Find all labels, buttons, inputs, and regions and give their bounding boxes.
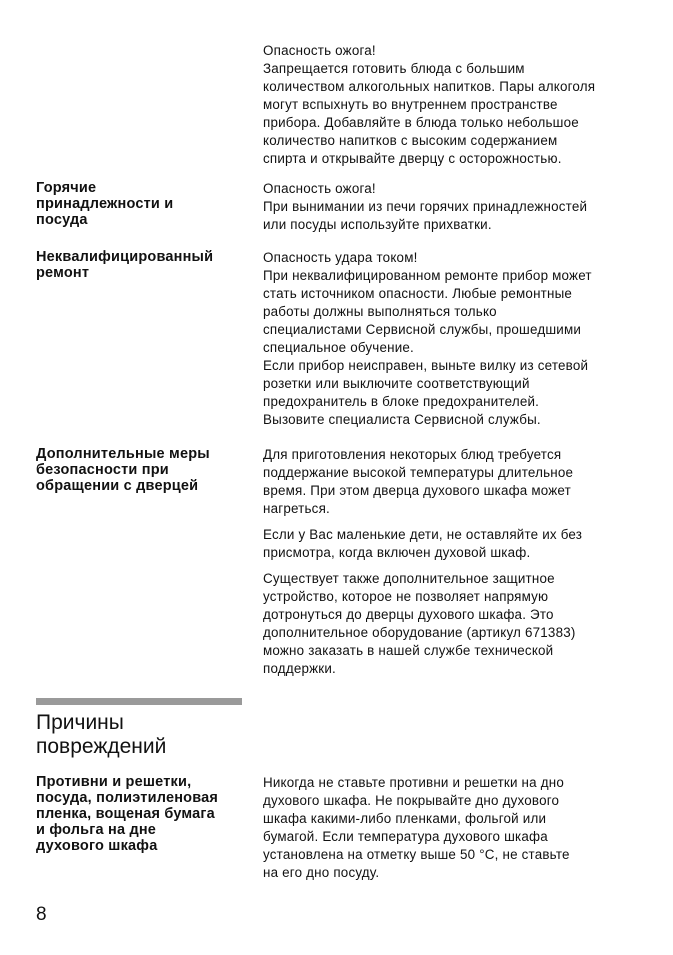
paragraph-line: предохранитель в блоке предохранителей.	[263, 394, 540, 409]
heading-line: Противни и решетки,	[36, 774, 192, 790]
paragraph	[263, 526, 638, 562]
paragraph-line: время. При этом дверца духового шкафа может	[263, 483, 571, 498]
paragraph-line: Для приготовления некоторых блюд требуется	[263, 447, 562, 462]
paragraph-line: Опасность ожога!	[263, 181, 376, 196]
heading-line: Горячие	[36, 180, 97, 196]
block-body	[263, 249, 638, 429]
section-title-line: повреждений	[36, 735, 167, 758]
section-divider-bar	[36, 698, 242, 705]
block-heading	[36, 446, 246, 494]
paragraph	[263, 249, 638, 429]
paragraph-line: стать источником опасности. Любые ремонтные	[263, 286, 573, 301]
paragraph-line: Вызовите специалиста Сервисной службы.	[263, 412, 541, 427]
paragraph	[263, 446, 638, 518]
paragraph-line: прибора. Добавляйте в блюда только небольшое	[263, 115, 579, 130]
paragraph	[263, 570, 638, 678]
section-title-line: Причины	[36, 711, 124, 734]
block-heading	[36, 774, 246, 854]
block-heading	[36, 249, 246, 281]
paragraph-line: можно заказать в нашей службе технической	[263, 643, 554, 658]
paragraph-line: При вынимании из печи горячих принадлежностей	[263, 199, 588, 214]
block-body	[263, 774, 638, 882]
heading-line: и фольга на дне	[36, 822, 157, 838]
paragraph-line: дополнительное оборудование (артикул 671383)	[263, 625, 576, 640]
paragraph-line: Запрещается готовить блюда с большим	[263, 61, 525, 76]
paragraph-line: присмотра, когда включен духовой шкаф.	[263, 545, 531, 560]
block-body	[263, 446, 638, 678]
paragraph-line: Существует также дополнительное защитное	[263, 571, 555, 586]
paragraph-line: количеством алкогольных напитков. Пары алкоголя	[263, 79, 596, 94]
paragraph-line: на его дно посуду.	[263, 865, 380, 880]
paragraph-line: Если у Вас маленькие дети, не оставляйте их без	[263, 527, 583, 542]
paragraph-line: специальное обучение.	[263, 340, 414, 355]
heading-line: безопасности при	[36, 462, 169, 478]
paragraph-line: спирта и открывайте дверцу с осторожностью.	[263, 151, 562, 166]
paragraph	[263, 180, 638, 234]
paragraph-line: розетки или выключите соответствующий	[263, 376, 530, 391]
paragraph-line: количество напитков с высоким содержанием	[263, 133, 558, 148]
heading-line: Дополнительные меры	[36, 446, 210, 462]
paragraph-line: Опасность удара током!	[263, 250, 418, 265]
heading-line: принадлежности и	[36, 196, 174, 212]
paragraph-gap	[263, 518, 638, 526]
paragraph-line: нагреться.	[263, 501, 330, 516]
paragraph-line: Если прибор неисправен, выньте вилку из сетевой	[263, 358, 589, 373]
paragraph-line: или посуды используйте прихватки.	[263, 217, 492, 232]
paragraph	[263, 42, 638, 168]
paragraph-line: бумагой. Если температура духового шкафа	[263, 829, 548, 844]
heading-line: посуда	[36, 212, 88, 228]
paragraph	[263, 774, 638, 882]
paragraph-gap	[263, 562, 638, 570]
paragraph-line: дотронуться до дверцы духового шкафа. Это	[263, 607, 554, 622]
page-number: 8	[36, 904, 47, 925]
section-title	[36, 711, 266, 759]
heading-line: посуда, полиэтиленовая	[36, 790, 219, 806]
heading-line: Неквалифицированный	[36, 249, 214, 265]
paragraph-line: специалистами Сервисной службы, прошедшими	[263, 322, 582, 337]
paragraph-line: Опасность ожога!	[263, 43, 376, 58]
block-body	[263, 180, 638, 234]
paragraph-line: установлена на отметку выше 50 °С, не ставьте	[263, 847, 570, 862]
paragraph-line: шкафа какими-либо пленками, фольгой или	[263, 811, 547, 826]
block-body	[263, 42, 638, 168]
paragraph-line: поддержки.	[263, 661, 336, 676]
heading-line: пленка, вощеная бумага	[36, 806, 215, 822]
paragraph-line: При неквалифицированном ремонте прибор может	[263, 268, 592, 283]
paragraph-line: устройство, которое не позволяет напрямую	[263, 589, 549, 604]
paragraph-line: поддержание высокой температуры длительное	[263, 465, 574, 480]
heading-line: обращении с дверцей	[36, 478, 199, 494]
heading-line: ремонт	[36, 265, 90, 281]
heading-line: духового шкафа	[36, 838, 158, 854]
paragraph-line: Никогда не ставьте противни и решетки на дно	[263, 775, 564, 790]
paragraph-line: духового шкафа. Не покрывайте дно духового	[263, 793, 560, 808]
paragraph-line: могут вспыхнуть во внутреннем пространстве	[263, 97, 558, 112]
paragraph-line: работы должны выполняться только	[263, 304, 497, 319]
block-heading	[36, 180, 246, 228]
